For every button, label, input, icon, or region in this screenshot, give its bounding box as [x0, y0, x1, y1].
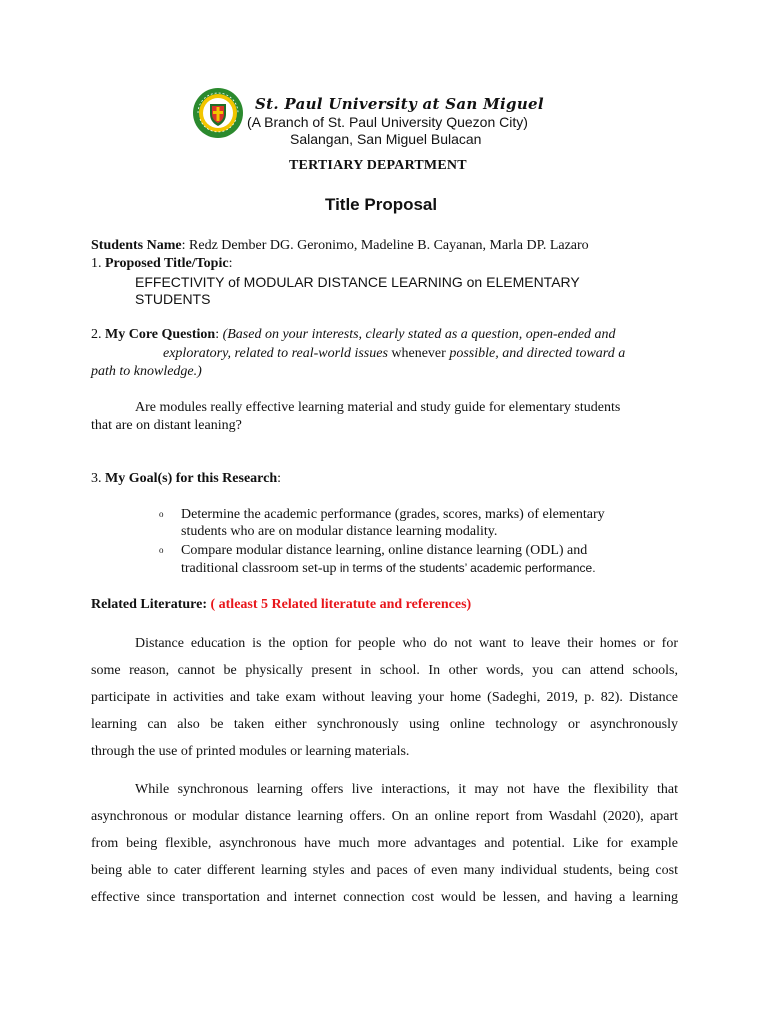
- section2-hint-line2a: exploratory, related to real-world issues: [163, 346, 388, 361]
- goal1-bullet-icon: o: [159, 509, 164, 519]
- section2-hint-line2b: whenever: [387, 346, 450, 361]
- core-question-line2: that are on distant leaning?: [91, 418, 242, 433]
- section3-label: My Goal(s) for this Research: [105, 471, 278, 486]
- students-value: : Redz Dember DG. Geronimo, Madeline B. Cayanan, Marla DP. Lazaro: [181, 238, 589, 253]
- section2-label: My Core Question: [105, 327, 216, 342]
- university-logo: [192, 87, 244, 139]
- section2-hint-line3-text: path to knowledge.): [91, 364, 202, 379]
- section1-colon: :: [228, 256, 233, 271]
- paragraph-2-line: effective since transportation and internet connection cost would be lessen, and having a learning: [91, 890, 678, 905]
- section1-label: Proposed Title/Topic: [105, 256, 229, 271]
- paragraph-1-line: some reason, cannot be physically present in school. In other words, you can attend schools,: [91, 663, 678, 678]
- goal1-line1: Determine the academic performance (grades, scores, marks) of elementary: [181, 507, 605, 522]
- section2-hint-line3: [91, 363, 202, 380]
- related-literature-label: Related Literature:: [91, 597, 207, 612]
- core-question-line1: Are modules really effective learning material and study guide for elementary students: [135, 400, 621, 415]
- section1-heading: [91, 255, 232, 272]
- paragraph-2: [91, 776, 678, 911]
- goal2-line1: Compare modular distance learning, online distance learning (ODL) and: [181, 543, 588, 558]
- section2-heading: [91, 326, 616, 343]
- proposed-title-line2: STUDENTS: [135, 291, 211, 307]
- paragraph-2-line: from being flexible, asynchronous have much more advantages and potential. Like for example: [91, 836, 678, 851]
- paragraph-2-line: being able to cater different learning styles and paces of even many individual students, being cost: [91, 863, 678, 878]
- department-heading: TERTIARY DEPARTMENT: [289, 158, 467, 173]
- section3-number: 3.: [91, 471, 105, 486]
- paragraph-1-line: through the use of printed modules or learning materials.: [91, 744, 410, 759]
- university-name: St. Paul University at San Miguel: [255, 95, 544, 113]
- section1-number: 1.: [91, 256, 105, 271]
- goal2-line2: [181, 560, 596, 577]
- paragraph-2-line: asynchronous or modular distance learning offers. On an online report from Wasdahl (2020), apart: [91, 809, 678, 824]
- students-line: [91, 237, 589, 254]
- section2-colon: :: [215, 327, 223, 342]
- related-literature-heading: [91, 596, 471, 613]
- paragraph-1-line: Distance education is the option for people who do not want to leave their homes or for: [135, 636, 678, 651]
- goal2-bullet-icon: o: [159, 545, 164, 555]
- goal2-line2a: traditional classroom set-up: [181, 561, 337, 576]
- section2-hint-line2: [163, 345, 625, 362]
- section3-heading: [91, 470, 281, 487]
- paragraph-1-line: participate in activities and take exam without leaving your home (Sadeghi, 2019, p. 82). Distance: [91, 690, 678, 705]
- section3-colon: :: [277, 471, 282, 486]
- section2-hint-line2c: possible, and directed toward a: [449, 346, 626, 361]
- goal1-line2: students who are on modular distance learning modality.: [181, 524, 498, 539]
- document-title: Title Proposal: [325, 195, 438, 214]
- section2-number: 2.: [91, 327, 105, 342]
- university-seal-icon: [192, 87, 244, 139]
- university-address: Salangan, San Miguel Bulacan: [290, 131, 482, 147]
- paragraph-2-line: While synchronous learning offers live interactions, it may not have the flexibility that: [135, 782, 678, 797]
- section2-hint-line1: (Based on your interests, clearly stated as a question, open-ended and: [222, 327, 616, 342]
- students-label: Students Name: [91, 238, 182, 253]
- university-branch: (A Branch of St. Paul University Quezon City): [247, 114, 528, 130]
- paragraph-1-line: learning can also be taken either synchronously using online technology or asynchronously: [91, 717, 678, 732]
- proposed-title-line1: EFFECTIVITY of MODULAR DISTANCE LEARNING on ELEMENTARY: [135, 274, 580, 290]
- paragraph-1: [91, 630, 678, 765]
- related-literature-note: ( atleast 5 Related literatute and references): [206, 597, 472, 612]
- goal2-line2b: in terms of the students’ academic performance.: [336, 561, 596, 575]
